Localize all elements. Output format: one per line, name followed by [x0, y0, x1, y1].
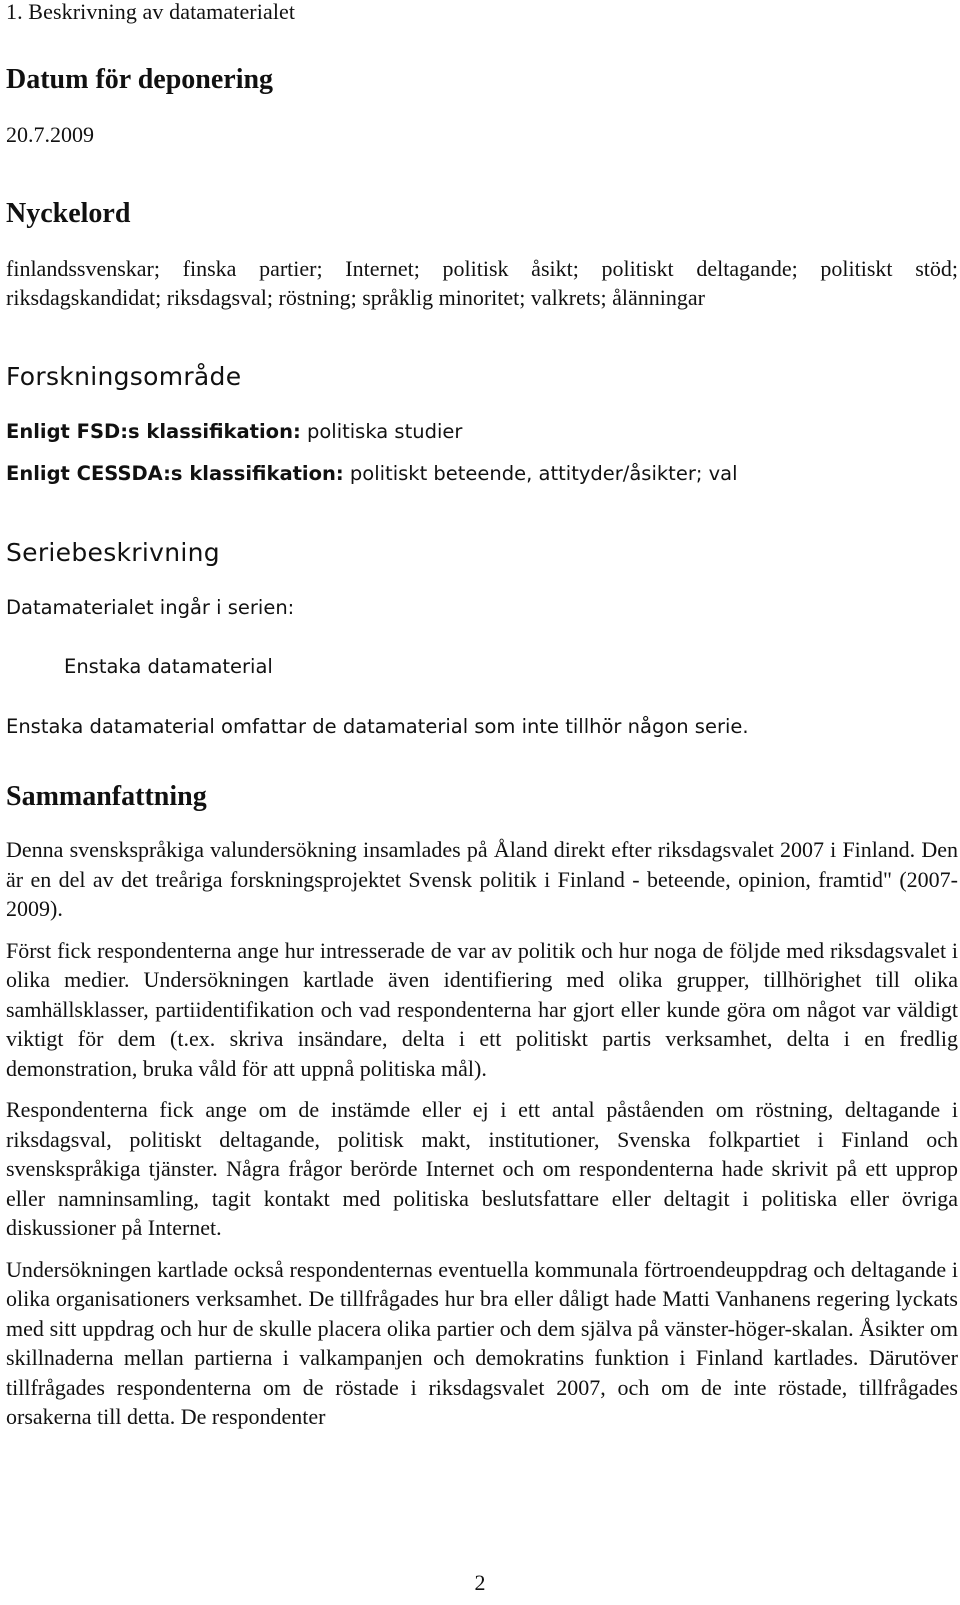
- keywords-text: finlandssvenskar; finska partier; Internet; politisk åsikt; politiskt deltagande; politiskt stöd; riksdagskandidat; riksdagsval; röstning; språklig minoritet; valkrets; ålänningar: [6, 255, 958, 310]
- series-name: Enstaka datamaterial: [64, 655, 273, 678]
- heading-datum: Datum för deponering: [6, 64, 274, 95]
- summary-paragraph: Denna svenskspråkiga valundersökning insamlades på Åland direkt efter riksdagsvalet 2007 i Finland. Den är en del av det treåriga forskningsprojektet Svensk politik i Finland - beteende, opinion, framtid" (2007-2009).: [6, 837, 958, 921]
- heading-seriebeskrivning: Seriebeskrivning: [6, 537, 220, 567]
- page-number: 2: [474, 1570, 486, 1595]
- section-datum: [6, 62, 958, 150]
- section-sammanfattning: [6, 779, 958, 1432]
- running-head: 1. Beskrivning av datamaterialet: [6, 0, 296, 24]
- heading-sammanfattning: Sammanfattning: [6, 781, 207, 812]
- summary-paragraph: Först fick respondenterna ange hur intresserade de var av politik och hur noga de följde med riksdagsvalet i olika medier. Undersökningen kartlade även identifiering med olika grupper, tillhörighet till olika samhällsklasser, partiidentifikation och vad respondenterna har gjort eller kunde göra om något var väldigt viktigt för dem (t.ex. skriva insändare, delta i ett politiskt partis verksamhet, delta i en fredlig demonstration, bruka våld för att uppnå politiska mål).: [6, 937, 958, 1081]
- fsd-classification: [6, 417, 958, 447]
- deposit-date: 20.7.2009: [6, 122, 94, 147]
- content: [6, 62, 958, 1432]
- heading-forskningsomrade: Forskningsområde: [6, 361, 242, 391]
- fsd-value: politiska studier: [306, 419, 463, 443]
- section-nyckelord: [6, 196, 958, 313]
- cessda-value: politiskt beteende, attityder/åsikter; val: [349, 462, 738, 485]
- fsd-label: Enligt FSD:s klassifikation:: [6, 419, 301, 443]
- heading-nyckelord: Nyckelord: [6, 197, 131, 229]
- section-seriebeskrivning: [6, 535, 958, 742]
- series-description: Enstaka datamaterial omfattar de datamaterial som inte tillhör någon serie.: [6, 714, 749, 738]
- summary-paragraph: Undersökningen kartlade också respondenternas eventuella kommunala förtroendeuppdrag och deltagande i olika organisationers verksamhet. De tillfrågades hur bra eller dåligt hade Matti Vanhanens regering lyckats med sitt uppdrag och hur de skulle placera olika partier och dem själva på vänster-höger-skalan. Åsikter om skillnaderna mellan partierna i valkampanjen och demokratins funktion i Finland kartlades. Därutöver tillfrågades respondenterna om de röstade i riksdagsvalet 2007, och om de inte röstade, tillfrågades orsakerna till detta. De respondenter: [6, 1256, 958, 1429]
- cessda-label: Enligt CESSDA:s klassifikation:: [6, 462, 344, 485]
- section-forskningsomrade: [6, 359, 958, 489]
- cessda-classification: [6, 459, 958, 489]
- summary-paragraph: Respondenterna fick ange om de instämde eller ej i ett antal påståenden om röstning, deltagande i riksdagsval, politiskt deltagande, politisk makt, institutioner, Svenska folkpartiet i Finland och svenskspråkiga tjänster. Några frågor berörde Internet och om respondenterna hade skrivit på ett upprop eller namninsamling, tagit kontakt med politiska beslutsfattare eller deltagit i politiska eller övriga diskussioner på Internet.: [6, 1097, 958, 1240]
- series-intro: Datamaterialet ingår i serien:: [6, 595, 295, 619]
